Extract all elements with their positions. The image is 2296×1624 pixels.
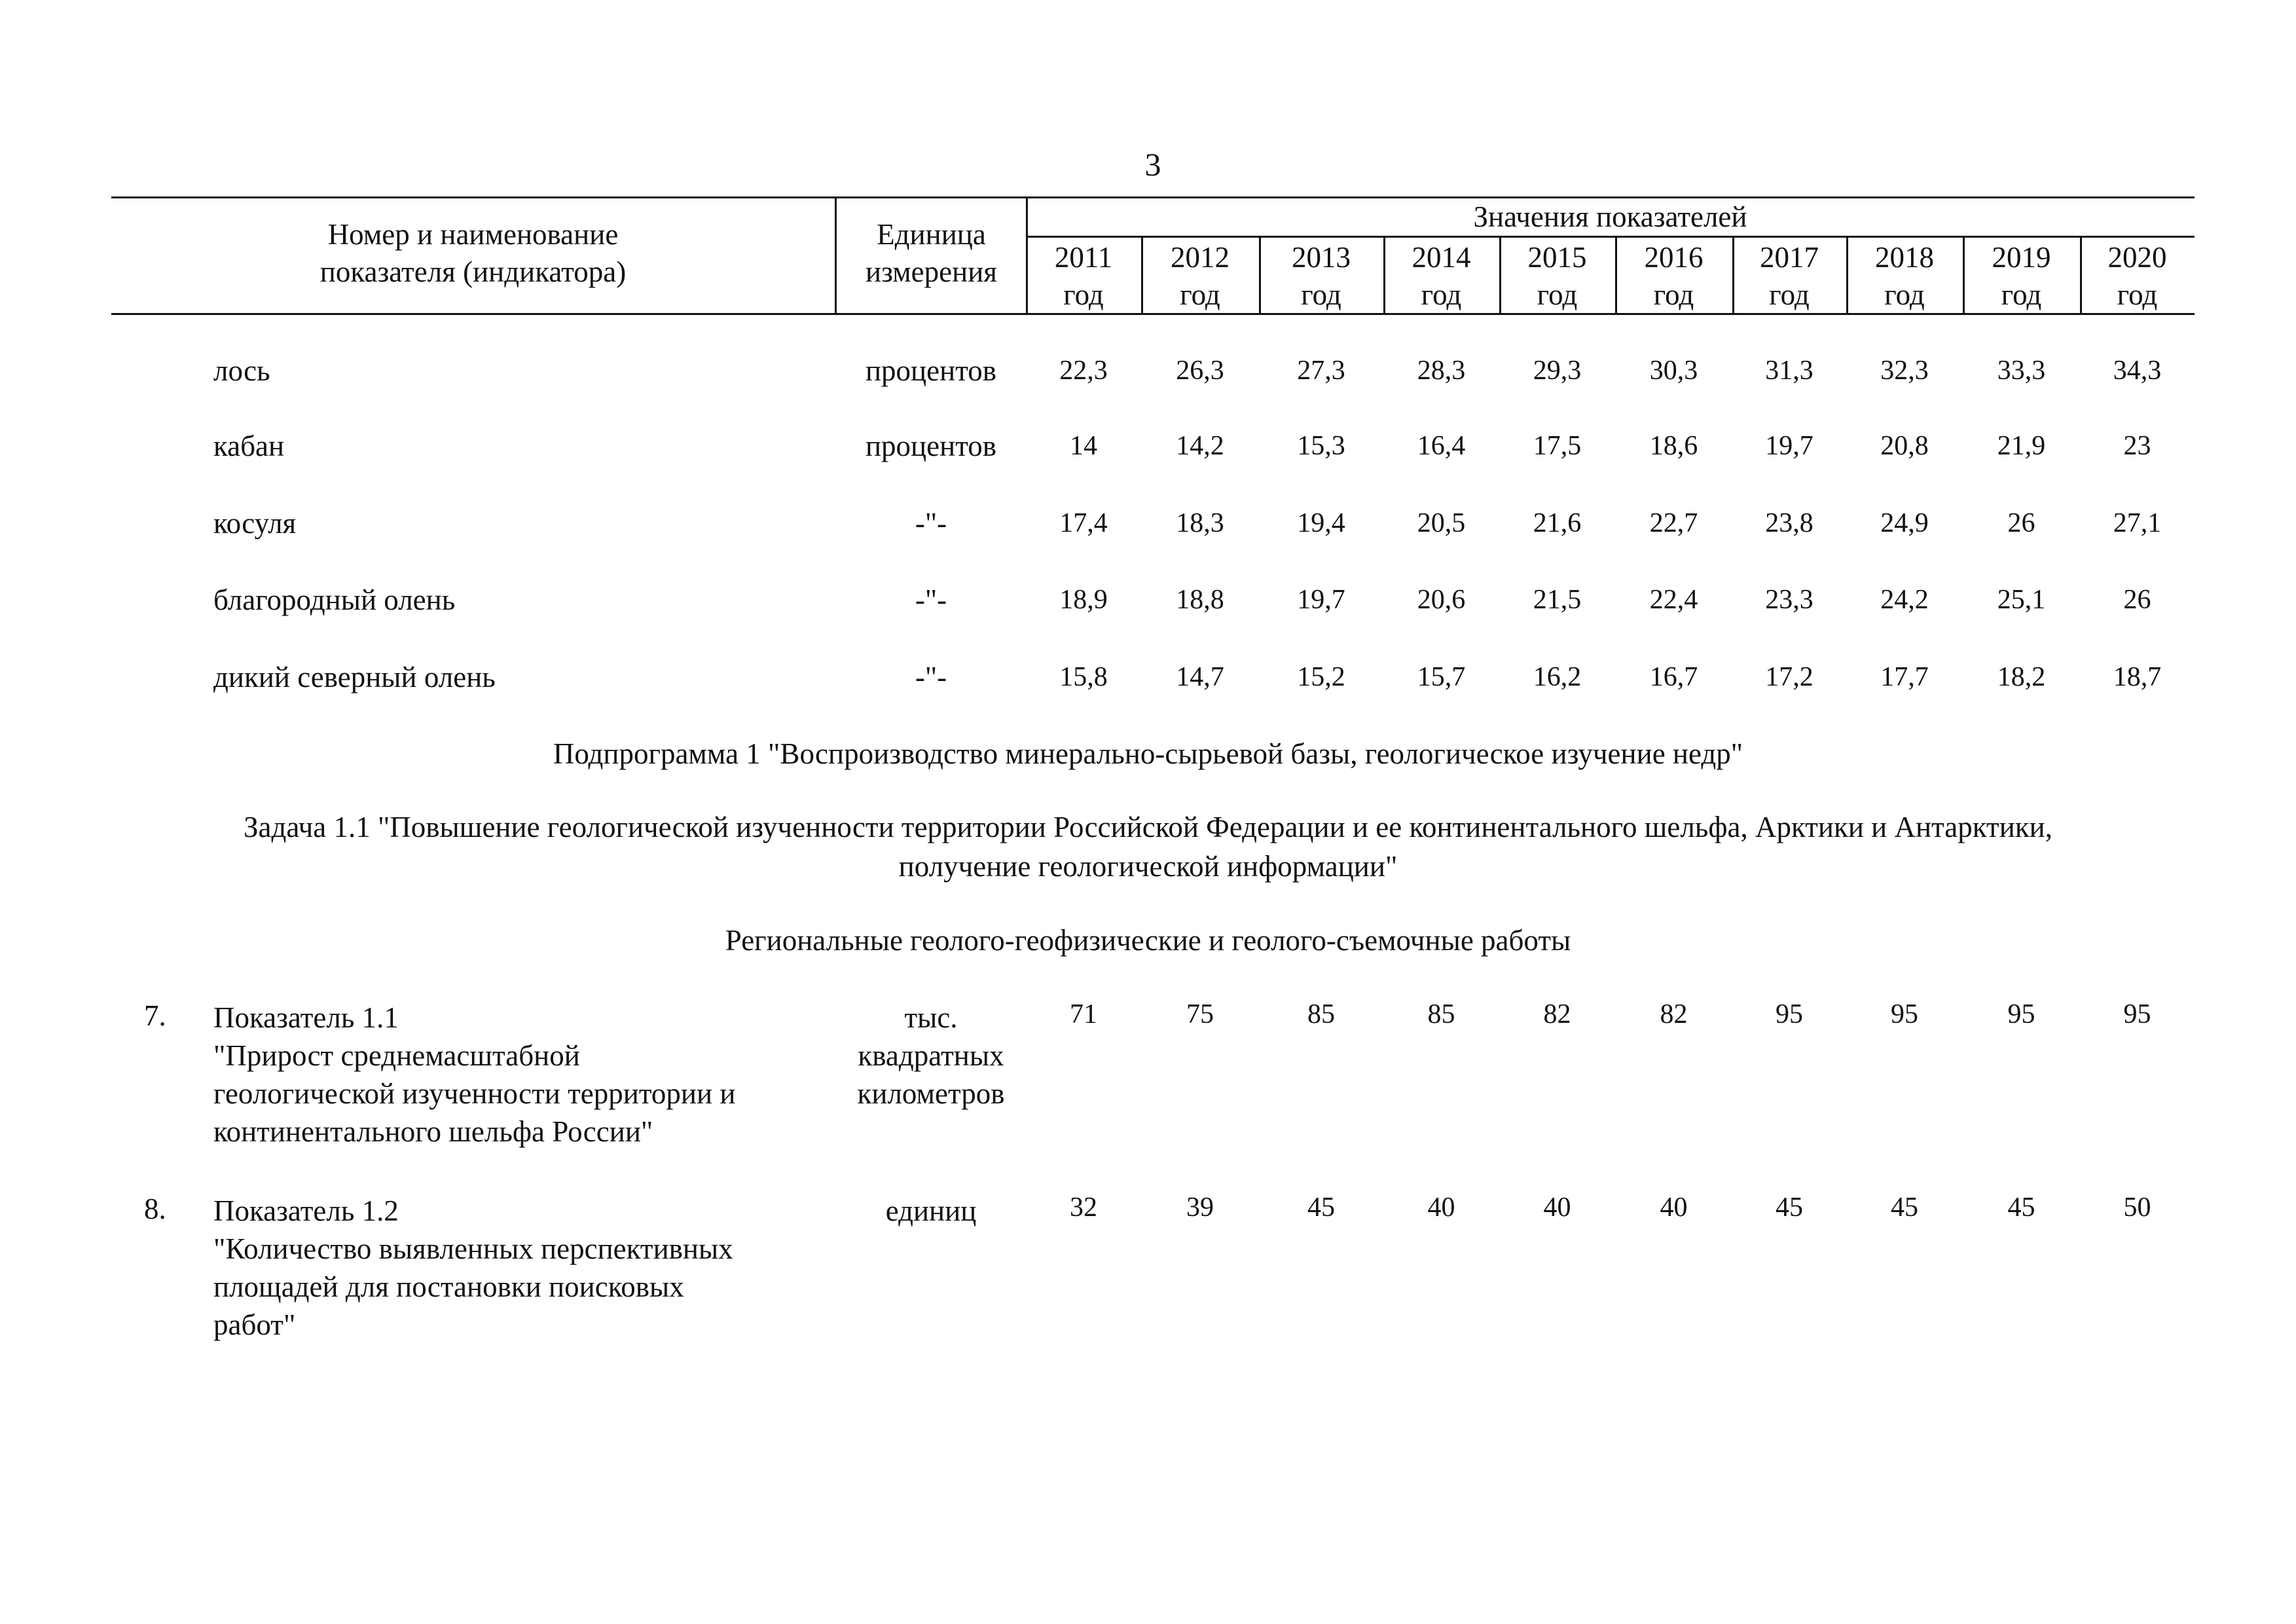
value-cell: 24,2: [1880, 585, 1929, 615]
row-unit: процентов: [865, 430, 997, 462]
row-number: 7.: [144, 999, 166, 1032]
indicator-name: [213, 1192, 733, 1344]
value-cell: 95: [2007, 999, 2035, 1029]
year-header-2020: [2080, 239, 2195, 314]
value-cell: 19,7: [1297, 585, 1345, 615]
value-cell: 19,7: [1765, 431, 1813, 461]
name-header-line2: показателя (индикатора): [319, 255, 627, 288]
value-cell: 45: [1891, 1192, 1918, 1223]
year-label: 2015: [1527, 241, 1587, 274]
year-suffix: год: [1421, 278, 1462, 311]
row-number: 8.: [144, 1192, 166, 1225]
indicator-unit-line: квадратных: [858, 1039, 1004, 1072]
page-number: 3: [1144, 146, 1161, 183]
year-header-2019: [1963, 239, 2080, 314]
value-cell: 27,3: [1297, 356, 1345, 386]
indicator-unit-line: единиц: [885, 1194, 977, 1227]
value-cell: 18,6: [1649, 431, 1698, 461]
value-cell: 40: [1543, 1192, 1571, 1223]
indicator-unit: [836, 1192, 1026, 1230]
value-cell: 15,2: [1297, 662, 1345, 692]
name-column-header: [111, 216, 835, 291]
year-suffix: год: [1063, 278, 1104, 311]
year-header-2018: [1846, 239, 1963, 314]
year-header-2017: [1732, 239, 1846, 314]
value-cell: 15,8: [1059, 662, 1108, 692]
indicator-unit-line: километров: [857, 1077, 1005, 1110]
year-suffix: год: [1884, 278, 1925, 311]
year-header-2015: [1499, 239, 1615, 314]
value-cell: 45: [2007, 1192, 2035, 1223]
value-cell: 75: [1186, 999, 1214, 1029]
value-cell: 27,1: [2113, 508, 2162, 538]
value-cell: 26: [2007, 508, 2035, 538]
year-suffix: год: [1769, 278, 1810, 311]
indicator-name-line: работ": [213, 1308, 296, 1341]
year-header-2012: [1141, 239, 1259, 314]
year-header-2013: [1259, 239, 1383, 314]
value-cell: 18,8: [1176, 585, 1224, 615]
value-cell: 16,7: [1649, 662, 1698, 692]
value-cell: 85: [1427, 999, 1455, 1029]
year-suffix: год: [1537, 278, 1578, 311]
value-cell: 95: [1891, 999, 1918, 1029]
year-suffix: год: [1180, 278, 1220, 311]
value-cell: 23,3: [1765, 585, 1813, 615]
unit-header-line2: измерения: [865, 255, 997, 288]
unit-column-header: [837, 216, 1026, 291]
row-unit: -"-: [915, 507, 947, 540]
indicator-unit-line: тыс.: [904, 1001, 958, 1034]
task-title-line2: получение геологической информации": [898, 850, 1398, 883]
section-title: Региональные геолого-геофизические и геолого-съемочные работы: [725, 924, 1571, 957]
year-suffix: год: [1301, 278, 1341, 311]
value-cell: 20,5: [1417, 508, 1466, 538]
value-cell: 19,4: [1297, 508, 1345, 538]
value-cell: 85: [1307, 999, 1335, 1029]
value-cell: 82: [1660, 999, 1688, 1029]
value-cell: 33,3: [1997, 356, 2046, 386]
row-name: кабан: [213, 430, 285, 462]
value-cell: 21,5: [1533, 585, 1582, 615]
value-cell: 32,3: [1880, 356, 1929, 386]
value-cell: 40: [1427, 1192, 1455, 1223]
value-cell: 20,6: [1417, 585, 1466, 615]
value-cell: 71: [1070, 999, 1097, 1029]
value-cell: 26: [2123, 585, 2151, 615]
indicator-name-line: Показатель 1.2: [213, 1194, 399, 1227]
value-cell: 18,2: [1997, 662, 2046, 692]
value-cell: 95: [1776, 999, 1803, 1029]
value-cell: 40: [1660, 1192, 1688, 1223]
row-name: косуля: [213, 507, 297, 540]
year-header-2014: [1383, 239, 1499, 314]
value-cell: 25,1: [1997, 585, 2046, 615]
value-cell: 45: [1776, 1192, 1803, 1223]
year-suffix: год: [2001, 278, 2042, 311]
unit-header-line1: Единица: [877, 218, 986, 251]
values-header-title: Значения показателей: [1473, 200, 1747, 233]
task-title-line1: Задача 1.1 "Повышение геологической изученности территории Российской Федерации и ее континентального шельфа, Арктики и Антарктики,: [244, 811, 2052, 843]
year-label: 2014: [1412, 241, 1471, 274]
value-cell: 22,3: [1059, 356, 1108, 386]
row-name: благородный олень: [213, 583, 456, 616]
row-unit: -"-: [915, 583, 947, 616]
value-cell: 17,4: [1059, 508, 1108, 538]
value-cell: 15,3: [1297, 431, 1345, 461]
year-label: 2012: [1171, 241, 1230, 274]
value-cell: 21,6: [1533, 508, 1582, 538]
value-cell: 14,7: [1176, 662, 1224, 692]
year-label: 2017: [1760, 241, 1819, 274]
value-cell: 17,7: [1880, 662, 1929, 692]
value-cell: 17,2: [1765, 662, 1813, 692]
name-header-line1: Номер и наименование: [327, 218, 619, 251]
year-label: 2016: [1644, 241, 1704, 274]
value-cell: 22,4: [1649, 585, 1698, 615]
value-cell: 82: [1543, 999, 1571, 1029]
value-cell: 50: [2123, 1192, 2151, 1223]
row-name: лось: [213, 354, 270, 387]
year-header-2011: [1026, 239, 1141, 314]
value-cell: 20,8: [1880, 431, 1929, 461]
year-label: 2019: [1992, 241, 2051, 274]
value-cell: 18,9: [1059, 585, 1108, 615]
row-name: дикий северный олень: [213, 661, 496, 693]
year-label: 2018: [1875, 241, 1934, 274]
indicator-name-line: геологической изученности территории и: [213, 1077, 736, 1110]
value-cell: 32: [1070, 1192, 1097, 1223]
value-cell: 30,3: [1649, 356, 1698, 386]
value-cell: 39: [1186, 1192, 1214, 1223]
years-rule: [1026, 236, 2195, 238]
value-cell: 16,2: [1533, 662, 1582, 692]
value-cell: 14,2: [1176, 431, 1224, 461]
value-cell: 95: [2123, 999, 2151, 1029]
row-unit: -"-: [915, 661, 947, 693]
value-cell: 26,3: [1176, 356, 1224, 386]
value-cell: 23: [2123, 431, 2151, 461]
value-cell: 18,7: [2113, 662, 2162, 692]
indicator-name-line: площадей для постановки поисковых: [213, 1270, 684, 1303]
value-cell: 23,8: [1765, 508, 1813, 538]
value-cell: 21,9: [1997, 431, 2046, 461]
subprogram-title: Подпрограмма 1 "Воспроизводство минерально-сырьевой базы, геологическое изучение недр": [553, 737, 1743, 770]
value-cell: 18,3: [1176, 508, 1224, 538]
indicator-name-line: "Количество выявленных перспективных: [213, 1232, 733, 1265]
value-cell: 15,7: [1417, 662, 1466, 692]
value-cell: 28,3: [1417, 356, 1466, 386]
year-label: 2013: [1292, 241, 1351, 274]
value-cell: 34,3: [2113, 356, 2162, 386]
value-cell: 22,7: [1649, 508, 1698, 538]
year-label: 2020: [2107, 241, 2167, 274]
value-cell: 45: [1307, 1192, 1335, 1223]
indicator-name: [213, 999, 735, 1151]
year-suffix: год: [1653, 278, 1694, 311]
indicator-name-line: континентального шельфа России": [213, 1115, 653, 1148]
indicator-name-line: Показатель 1.1: [213, 1001, 399, 1034]
indicator-unit: [836, 999, 1026, 1113]
value-cell: 31,3: [1765, 356, 1813, 386]
value-cell: 29,3: [1533, 356, 1582, 386]
indicator-name-line: "Прирост среднемасштабной: [213, 1039, 580, 1072]
value-cell: 14: [1070, 431, 1097, 461]
value-cell: 24,9: [1880, 508, 1929, 538]
year-suffix: год: [2117, 278, 2158, 311]
year-header-2016: [1615, 239, 1732, 314]
year-label: 2011: [1054, 241, 1113, 274]
value-cell: 17,5: [1533, 431, 1582, 461]
row-unit: процентов: [865, 354, 997, 387]
value-cell: 16,4: [1417, 431, 1466, 461]
